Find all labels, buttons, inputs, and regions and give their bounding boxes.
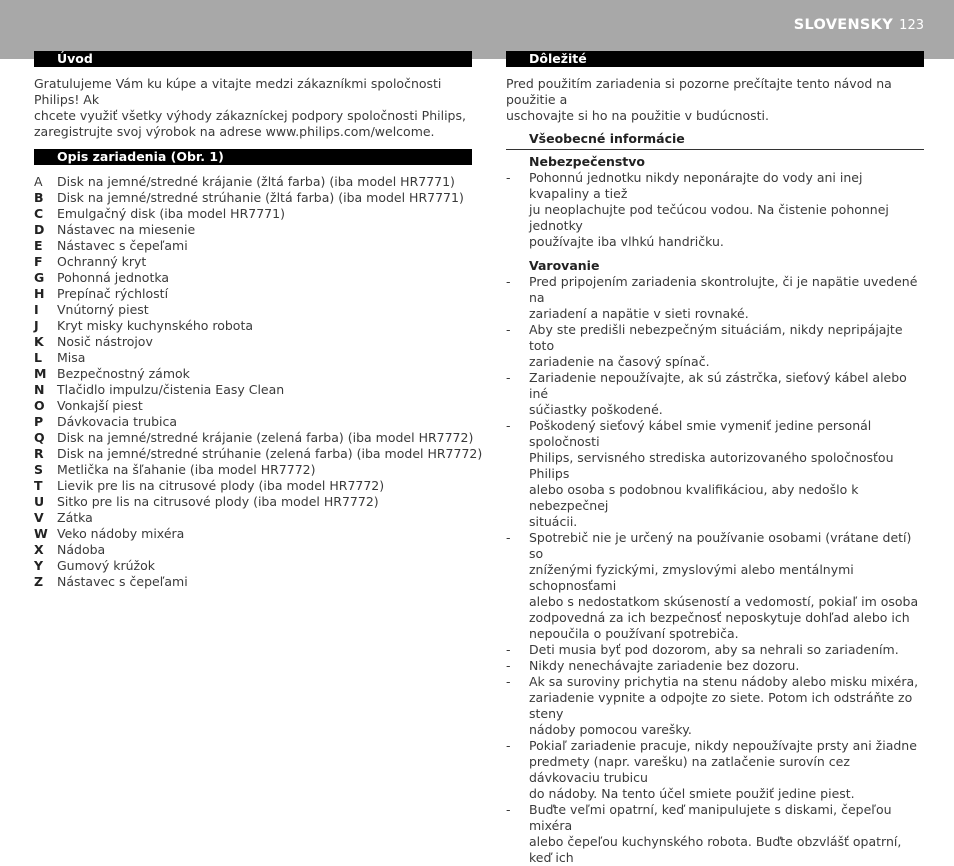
bullet-line: Zariadenie nepoužívajte, ak sú zástrčka, sieťový kábel alebo iné	[529, 370, 907, 401]
part-item	[34, 206, 472, 222]
part-letter: N	[34, 382, 45, 397]
part-description: Nosič nástrojov	[57, 334, 153, 349]
part-letter: U	[34, 494, 45, 509]
part-description: Vnútorný piest	[57, 302, 149, 317]
part-item	[34, 382, 472, 398]
parts-list	[34, 174, 483, 590]
part-description: Nástavec s čepeľami	[57, 238, 188, 253]
part-item	[34, 366, 472, 382]
part-description: Bezpečnostný zámok	[57, 366, 190, 381]
part-item	[34, 558, 472, 574]
part-letter: B	[34, 190, 44, 205]
part-description: Emulgačný disk (iba model HR7771)	[57, 206, 285, 221]
danger-heading: Nebezpečenstvo	[529, 154, 646, 169]
part-item	[34, 446, 483, 462]
part-item	[34, 462, 472, 478]
part-item	[34, 350, 472, 366]
bullet-line: Philips, servisného strediska autorizovaného spoločnosťou Philips	[529, 450, 894, 481]
bullet-line: Ak sa suroviny prichytia na stenu nádoby alebo misku mixéra,	[529, 674, 919, 689]
bullet-line: alebo s nedostatkom skúseností a vedomostí, pokiaľ im osoba	[529, 594, 919, 609]
part-item	[34, 286, 472, 302]
part-item	[34, 222, 472, 238]
part-description: Disk na jemné/stredné krájanie (žltá farba) (iba model HR7771)	[57, 174, 455, 189]
part-description: Zátka	[57, 510, 93, 525]
bullet-item	[506, 170, 924, 250]
bullet-item	[506, 530, 924, 642]
part-letter: Y	[34, 558, 44, 573]
part-item	[34, 270, 472, 286]
bullet-line: alebo osoba s podobnou kvalifikáciou, aby nedošlo k nebezpečnej	[529, 482, 859, 513]
important-line: uschovajte si ho na použitie v budúcnosti.	[506, 108, 769, 123]
bullet-line: nepoučila o používaní spotrebiča.	[529, 626, 739, 641]
bullet-line: Aby ste predišli nebezpečným situáciám, nikdy nepripájajte toto	[529, 322, 903, 353]
part-letter: G	[34, 270, 45, 285]
intro-paragraph	[34, 76, 472, 140]
part-description: Nástavec na miesenie	[57, 222, 196, 237]
section-title-important: Dôležité	[506, 51, 924, 67]
part-item	[34, 542, 472, 558]
part-letter: X	[34, 542, 44, 557]
important-line: Pred použitím zariadenia si pozorne prečítajte tento návod na použitie a	[506, 76, 892, 107]
general-info-heading: Všeobecné informácie	[506, 131, 924, 150]
danger-list	[506, 170, 924, 250]
bullet-line: Spotrebič nie je určený na používanie osobami (vrátane detí) so	[529, 530, 912, 561]
intro-line: zaregistrujte svoj výrobok na adrese www.philips.com/welcome.	[34, 124, 435, 139]
bullet-item	[506, 418, 924, 530]
part-letter: O	[34, 398, 45, 413]
part-letter: S	[34, 462, 44, 477]
bullet-line: alebo čepeľou kuchynského robota. Buďte obzvlášť opatrní, keď ich	[529, 834, 902, 865]
part-description: Ochranný kryt	[57, 254, 147, 269]
part-description: Vonkajší piest	[57, 398, 143, 413]
bullet-line: súčiastky poškodené.	[529, 402, 663, 417]
part-item	[34, 398, 472, 414]
language-label: SLOVENSKY	[793, 17, 893, 33]
part-description: Pohonná jednotka	[57, 270, 170, 285]
bullet-line: zariadenie na časový spínač.	[529, 354, 710, 369]
bullet-line: Deti musia byť pod dozorom, aby sa nehrali so zariadením.	[529, 642, 899, 657]
left-column	[34, 51, 483, 590]
part-description: Gumový krúžok	[57, 558, 155, 573]
part-letter: R	[34, 446, 44, 461]
important-paragraph	[506, 76, 924, 124]
part-item	[34, 190, 472, 206]
bullet-item	[506, 274, 924, 322]
part-description: Prepínač rýchlostí	[57, 286, 169, 301]
part-item	[34, 526, 472, 542]
bullet-line: Pohonnú jednotku nikdy neponárajte do vody ani inej kvapaliny a tiež	[529, 170, 863, 201]
part-letter: F	[34, 254, 43, 269]
part-description: Metlička na šľahanie (iba model HR7772)	[57, 462, 316, 477]
part-description: Kryt misky kuchynského robota	[57, 318, 254, 333]
part-letter: A	[34, 174, 43, 189]
bullet-line: používajte iba vlhkú handričku.	[529, 234, 724, 249]
bullet-line: ju neoplachujte pod tečúcou vodou. Na čistenie pohonnej jednotky	[529, 202, 889, 233]
part-description: Tlačidlo impulzu/čistenia Easy Clean	[57, 382, 285, 397]
bullet-line: zodpovedná za ich bezpečnosť neposkytuje dohľad alebo ich	[529, 610, 910, 625]
part-item	[34, 318, 472, 334]
intro-line: chcete využiť všetky výhody zákazníckej podpory spoločnosti Philips,	[34, 108, 466, 123]
section-title-description: Opis zariadenia (Obr. 1)	[34, 149, 472, 165]
bullet-item	[506, 642, 924, 658]
part-item	[34, 414, 472, 430]
warning-list	[506, 274, 924, 866]
part-item	[34, 254, 472, 270]
part-letter: H	[34, 286, 45, 301]
bullet-line: Poškodený sieťový kábel smie vymeniť jedine personál spoločnosti	[529, 418, 872, 449]
part-letter: T	[34, 478, 43, 493]
bullet-line: zníženými fyzickými, zmyslovými alebo mentálnymi schopnosťami	[529, 562, 854, 593]
part-letter: Q	[34, 430, 45, 445]
bullet-item	[506, 658, 924, 674]
bullet-line: Pokiaľ zariadenie pracuje, nikdy nepoužívajte prsty ani žiadne	[529, 738, 917, 753]
page-number: 123	[899, 18, 924, 33]
part-letter: M	[34, 366, 47, 381]
part-description: Misa	[57, 350, 86, 365]
part-description: Nádoba	[57, 542, 106, 557]
part-letter: E	[34, 238, 43, 253]
part-item	[34, 574, 472, 590]
bullet-item	[506, 674, 924, 738]
part-letter: D	[34, 222, 45, 237]
part-description: Sitko pre lis na citrusové plody (iba model HR7772)	[57, 494, 379, 509]
part-description: Disk na jemné/stredné strúhanie (zelená farba) (iba model HR7772)	[57, 446, 483, 461]
part-description: Veko nádoby mixéra	[57, 526, 185, 541]
bullet-line: Nikdy nenechávajte zariadenie bez dozoru.	[529, 658, 800, 673]
bullet-line: nádoby pomocou varešky.	[529, 722, 692, 737]
bullet-line: zariadení a napätie v sieti rovnaké.	[529, 306, 749, 321]
part-letter: W	[34, 526, 48, 541]
part-letter: J	[34, 318, 39, 333]
part-item	[34, 494, 472, 510]
part-letter: V	[34, 510, 44, 525]
part-letter: I	[34, 302, 39, 317]
part-letter: Z	[34, 574, 44, 589]
bullet-line: situácii.	[529, 514, 578, 529]
part-item	[34, 334, 472, 350]
bullet-item	[506, 322, 924, 370]
bullet-line: predmety (napr. varešku) na zatlačenie surovín cez dávkovaciu trubicu	[529, 754, 850, 785]
bullet-line: zariadenie vypnite a odpojte zo siete. Potom ich odstráňte zo steny	[529, 690, 913, 721]
bullet-line: do nádoby. Na tento účel smiete použiť jedine piest.	[529, 786, 855, 801]
part-item	[34, 430, 472, 446]
part-letter: C	[34, 206, 44, 221]
part-letter: K	[34, 334, 44, 349]
part-letter: P	[34, 414, 44, 429]
part-description: Lievik pre lis na citrusové plody (iba model HR7772)	[57, 478, 385, 493]
bullet-line: Buďte veľmi opatrní, keď manipulujete s diskami, čepeľou mixéra	[529, 802, 892, 833]
bullet-line: Pred pripojením zariadenia skontrolujte, či je napätie uvedené na	[529, 274, 918, 305]
part-letter: L	[34, 350, 42, 365]
bullet-item	[506, 738, 924, 802]
part-description: Dávkovacia trubica	[57, 414, 178, 429]
part-item	[34, 238, 472, 254]
warning-heading: Varovanie	[529, 258, 600, 273]
right-column	[506, 51, 924, 866]
section-title-intro: Úvod	[34, 51, 472, 67]
bullet-item	[506, 370, 924, 418]
part-item	[34, 510, 472, 526]
part-item	[34, 174, 472, 190]
part-item	[34, 302, 472, 318]
part-description: Disk na jemné/stredné strúhanie (žltá farba) (iba model HR7771)	[57, 190, 464, 205]
bullet-item	[506, 802, 924, 866]
part-description: Disk na jemné/stredné krájanie (zelená farba) (iba model HR7772)	[57, 430, 474, 445]
part-item	[34, 478, 472, 494]
intro-line: Gratulujeme Vám ku kúpe a vitajte medzi zákazníkmi spoločnosti Philips! Ak	[34, 76, 442, 107]
part-description: Nástavec s čepeľami	[57, 574, 188, 589]
